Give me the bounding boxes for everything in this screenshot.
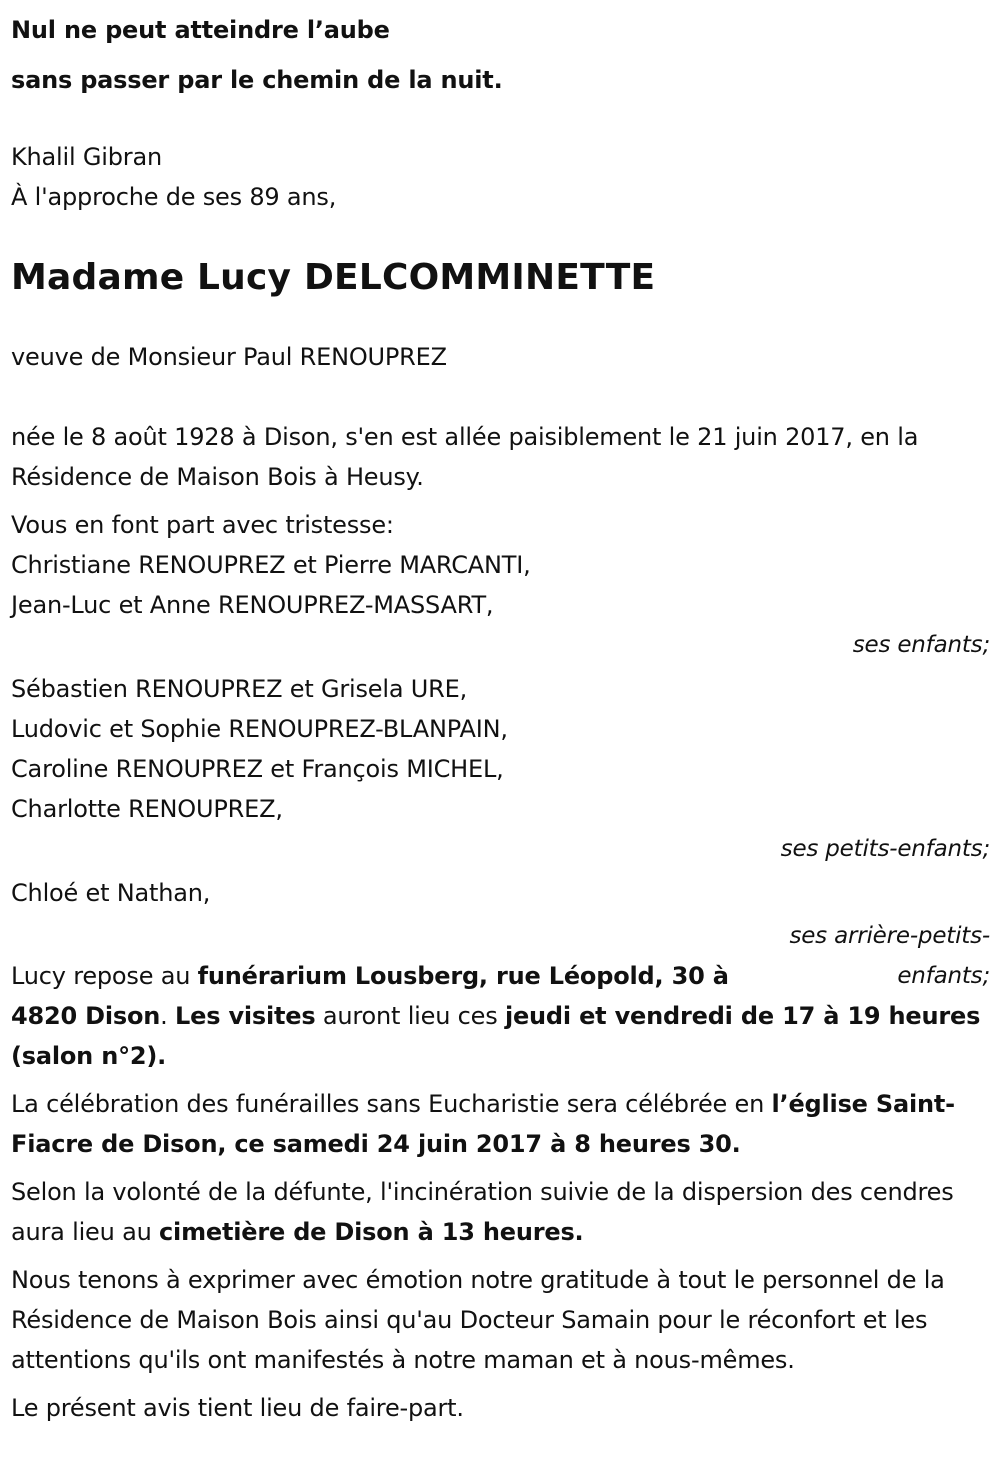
closing-note: Le présent avis tient lieu de faire-part. — [11, 1394, 464, 1422]
quote-author: Khalil Gibran — [11, 143, 162, 171]
ceremony-info: La célébration des funérailles sans Eucharistie sera célébrée en l’église Saint-Fiacre de Dison, ce samedi 24 juin 2017 à 8 heures 30. — [11, 1090, 955, 1158]
quote-line-2: sans passer par le chemin de la nuit. — [11, 66, 503, 94]
grandchildren-list — [11, 669, 990, 829]
gratitude-message: Nous tenons à exprimer avec émotion notre gratitude à tout le personnel de la Résidence de Maison Bois ainsi qu'au Docteur Samain pour le réconfort et les attentions qu'ils ont manifestés à notre maman et à nous-mêmes. — [11, 1266, 945, 1374]
age-intro: À l'approche de ses 89 ans, — [11, 183, 337, 211]
family-member: Ludovic et Sophie RENOUPREZ-BLANPAIN, — [11, 715, 508, 743]
funeral-home-address: funérarium Lousberg, rue Léopold, 30 à 4820 Dison — [11, 962, 729, 1030]
family-member: Jean-Luc et Anne RENOUPREZ-MASSART, — [11, 591, 494, 619]
visitation-info: Lucy repose au funérarium Lousberg, rue Léopold, 30 à 4820 Dison. Les visites auront lieu ces jeudi et vendredi de 17 à 19 heures (salon n°2). — [11, 962, 981, 1070]
birth-death-statement: née le 8 août 1928 à Dison, s'en est allée paisiblement le 21 juin 2017, en la Résidence de Maison Bois à Heusy. — [11, 423, 919, 491]
deceased-name: Madame Lucy DELCOMMINETTE — [11, 257, 656, 298]
widow-of: veuve de Monsieur Paul RENOUPREZ — [11, 343, 447, 371]
great-grandchildren-label: ses arrière-petits-enfants; — [789, 923, 990, 989]
announcement-intro: Vous en font part avec tristesse: — [11, 511, 394, 539]
great-grandchildren-list — [11, 873, 990, 913]
family-member: Christiane RENOUPREZ et Pierre MARCANTI, — [11, 551, 531, 579]
cremation-location-time: cimetière de Dison à 13 heures. — [159, 1218, 584, 1246]
children-label: ses enfants; — [852, 632, 990, 658]
family-member: Chloé et Nathan, — [11, 879, 211, 907]
family-member: Charlotte RENOUPREZ, — [11, 795, 283, 823]
family-member: Caroline RENOUPREZ et François MICHEL, — [11, 755, 504, 783]
visitation-section — [11, 913, 990, 1076]
family-member: Sébastien RENOUPREZ et Grisela URE, — [11, 675, 468, 703]
ceremony-location-time: l’église Saint-Fiacre de Dison, ce samedi 24 juin 2017 à 8 heures 30. — [11, 1090, 955, 1158]
children-list — [11, 545, 990, 625]
visitation-hours: jeudi et vendredi de 17 à 19 heures (salon n°2). — [11, 1002, 981, 1070]
grandchildren-label: ses petits-enfants; — [780, 836, 990, 862]
cremation-info: Selon la volonté de la défunte, l'incinération suivie de la dispersion des cendres aura lieu au cimetière de Dison à 13 heures. — [11, 1178, 954, 1246]
quote-line-1: Nul ne peut atteindre l’aube — [11, 16, 390, 44]
